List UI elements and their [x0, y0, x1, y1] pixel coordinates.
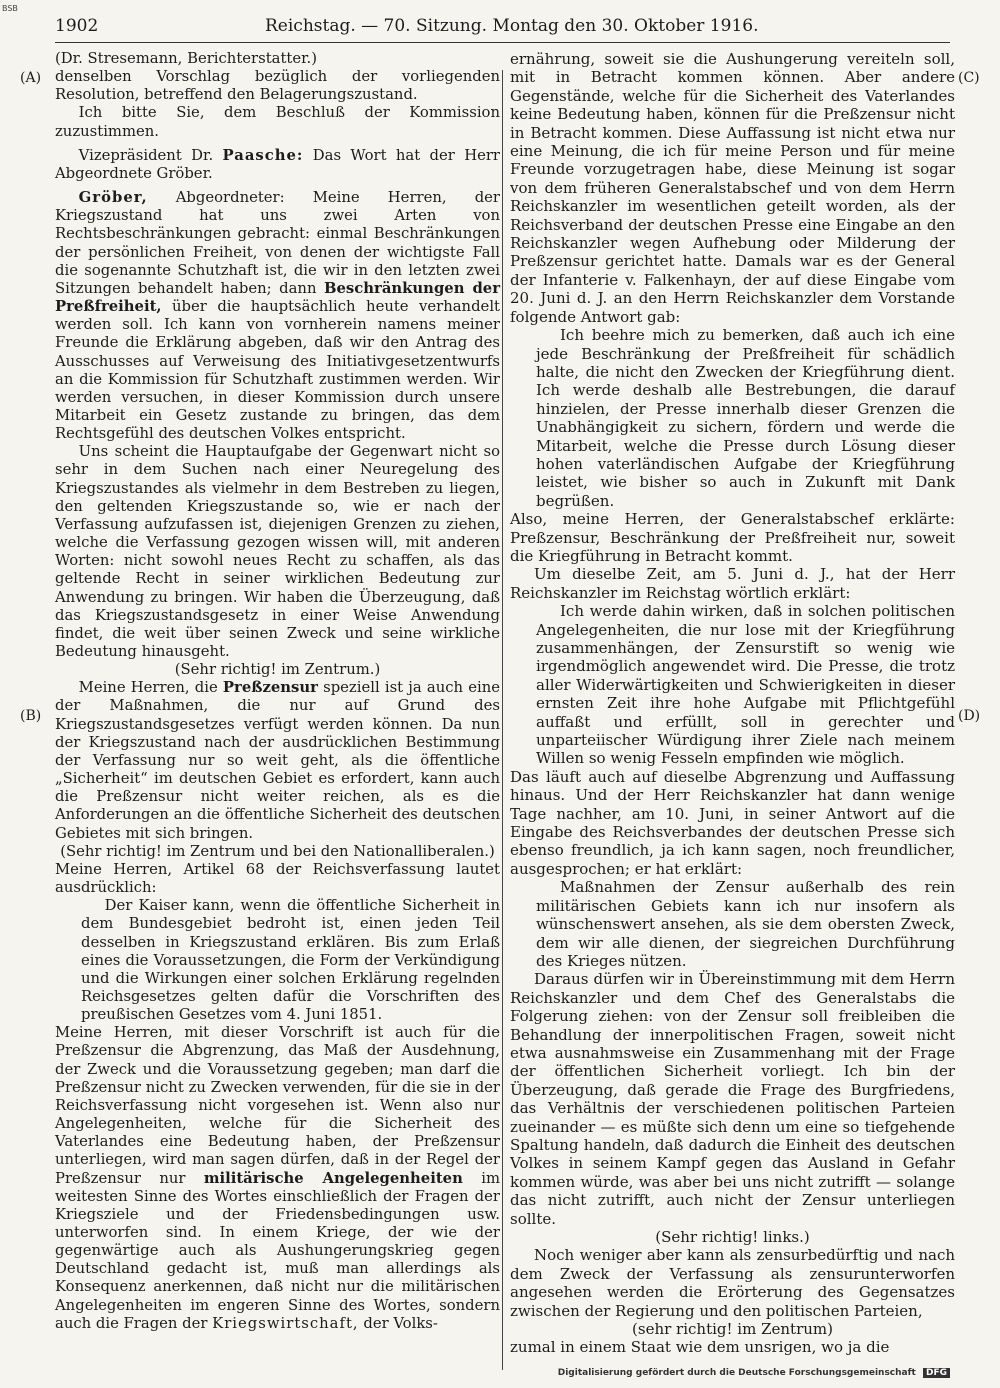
paragraph: Ich bitte Sie, dem Beschluß der Kommission zuzustimmen. — [55, 104, 500, 140]
library-mark: BSB — [2, 4, 18, 13]
spaced-emphasis: Kriegswirtschaft, — [212, 1314, 359, 1332]
page-number: 1902 — [55, 16, 99, 36]
paragraph — [55, 1024, 500, 1333]
paragraph: Meine Herren, Artikel 68 der Reichsverfassung lautet ausdrücklich: — [55, 860, 500, 897]
paragraph: ernährung, soweit sie die Aushungerung vereiteln soll, mit in Betracht kommen können. Aber andere Gegenstände, welche für die Sicherheit des Vaterlandes keine Bedeutung haben, können für die Preßzensur nicht in Betracht kommen. Diese Auffassung ist nicht etwa nur eine Meinung, die ich für meine Person und für meine Freunde vorzugetragen habe, diese Meinung ist sogar von dem früheren Generalstabschef und von dem Herrn Reichskanzler im wesentlichen geteilt worden, als der Reichsverband der deutschen Presse eine Eingabe an den Reichskanzler wegen Aufhebung oder Milderung der Preßzensur gerichtet hatte. Damals war es der General der Infanterie v. Falkenhayn, der auf diese Eingabe vom 20. Juni d. J. an den Herrn Reichskanzler dem Vorstande folgende Antwort gab: — [510, 50, 955, 326]
margin-marker-c: (C) — [958, 70, 980, 86]
left-column — [55, 50, 500, 1333]
paragraph-text: Abgeordneter: Meine Herren, der Kriegszustand hat uns zwei Arten von Rechtsbeschränkungen gebracht: einmal Beschränkungen der persönlichen Freiheit, von denen der wichtigste Fall die sogenannte Schutzhaft ist, die wir in den letzten zwei Sitzungen behandelt haben; dann — [55, 189, 500, 297]
block-quote: Maßnahmen der Zensur außerhalb des rein militärischen Gebiets kann ich nur insofern als wünschenswert ansehen, als sie dem obersten Zweck, dem wir alle dienen, der siegreichen Durchführung des Krieges nützen. — [536, 878, 955, 970]
emphasis: militärische Angelegenheiten — [203, 1169, 463, 1187]
paragraph — [55, 679, 500, 842]
funding-note: Digitalisierung gefördert durch die Deutsche Forschungsgemeinschaft — [557, 1368, 916, 1378]
digitization-footer — [558, 1368, 950, 1378]
interjection: (Sehr richtig! im Zentrum und bei den Nationalliberalen.) — [60, 842, 495, 860]
interjection: (Sehr richtig! links.) — [655, 1228, 810, 1246]
paragraph: zumal in einem Staat wie dem unsrigen, wo ja die — [510, 1338, 890, 1357]
speaker-paragraph — [55, 147, 500, 183]
paragraph-text: im weitesten Sinne des Wortes einschließlich der Fragen der Kriegsziele und der Friedensbedingungen usw. unterworfen sind. In einem Kriege, der wie der gegenwärtige auch als Aushungerungskrieg gegen Deutschland gedacht ist, muß man allerdings als Konsequenz anerkennen, daß nicht nur die militärischen Angelegenheiten im engeren Sinne des Wortes, sondern auch die Fragen der — [55, 1169, 500, 1332]
paragraph: denselben Vorschlag bezüglich der vorliegenden Resolution, betreffend den Belagerungszustand. — [55, 68, 500, 104]
speaker-paragraph — [55, 189, 500, 443]
column-divider — [502, 70, 503, 1370]
right-column — [510, 50, 955, 1357]
paragraph-text: über die hauptsächlich heute verhandelt werden soll. Ich kann von vornherein namens meiner Freunde die Erklärung abgeben, daß wir den Antrag des Ausschusses auf Verweisung des Initiativgesetzentwurfs an die Kommission für Schutzhaft zustimmen werden. Wir werden versuchen, in dieser Kommission durch unsere Mitarbeit ein Gesetz zustande zu bringen, das dem Rechtsgefühl des deutschen Volkes entspricht. — [55, 298, 500, 443]
paragraph: Das läuft auch auf dieselbe Abgrenzung und Auffassung hinaus. Und der Herr Reichskanzler hat dann wenige Tage nachher, am 10. Juni, in seiner Antwort auf die Eingabe des Reichsverbandes der deutschen Presse sich ebenso freundlich, ja ich kann sagen, noch freundlicher, ausgesprochen; er hat erklärt: — [510, 767, 955, 878]
paragraph-text: Das Wort hat der Herr Abgeordnete Gröber. — [55, 146, 501, 182]
paragraph-text: Meine Herren, mit dieser Vorschrift ist auch für die Preßzensur die Abgrenzung, das Maß der Ausdehnung, der Zweck und die Voraussetzung gegeben; man darf die Preßzensur nicht zu Zwecken verwenden, für die sie in der Reichsverfassung nicht vorgesehen ist. Wenn also nur Angelegenheiten, welche für die Sicherheit des Vaterlandes eine Bedeutung haben, der Preßzensur unterliegen, wird man sagen dürfen, daß in der Regel der Preßzensur nur — [55, 1024, 500, 1187]
emphasis: Preßzensur — [222, 679, 318, 697]
block-quote: Der Kaiser kann, wenn die öffentliche Sicherheit in dem Bundesgebiet bedroht ist, einen jeden Teil desselben in Kriegszustand erklären. Bis zum Erlaß eines die Voraussetzungen, die Form der Verkündigung und die Wirkungen einer solchen Erklärung regelnden Reichsgesetzes gelten dafür die Vorschriften des preußischen Gesetzes vom 4. Juni 1851. — [81, 897, 500, 1024]
paragraph: Also, meine Herren, der Generalstabschef erklärte: Preßzensur, Beschränkung der Preßfreiheit nur, soweit die Kriegführung in Betracht kommt. — [510, 510, 955, 565]
header-rule — [55, 42, 950, 43]
margin-marker-b: (B) — [20, 708, 42, 724]
paragraph: Daraus dürfen wir in Übereinstimmung mit dem Herrn Reichskanzler und dem Chef des Generalstabs die Folgerung ziehen: von der Zensur soll freibleiben die Behandlung der innerpolitischen Fragen, soweit nicht etwa ausnahmsweise ein Zusammenhang mit der Frage der öffentlichen Sicherheit vorliegt. Ich bin der Überzeugung, daß gerade die Frage des Burgfriedens, das Verhältnis der verschiedenen politischen Parteien zueinander — es müßte sich denn um eine so tiefgehende Spaltung handeln, daß dadurch die Einheit des deutschen Volkes in seinem Kampf gegen das Ausland in Gefahr kommen würde, was aber bei uns nicht zutrifft — solange das nicht zutrifft, auch nicht der Zensur unterliegen sollte. — [510, 970, 955, 1228]
speaker-name: Paasche: — [222, 146, 304, 164]
paragraph: Noch weniger aber kann als zensurbedürftig und nach dem Zweck der Verfassung als zensurunterworfen angesehen werden die Erörterung des Gegensatzes zwischen der Regierung und den politischen Parteien, — [510, 1246, 955, 1320]
margin-marker-a: (A) — [20, 70, 42, 86]
page-header — [55, 10, 950, 40]
paragraph: Um dieselbe Zeit, am 5. Juni d. J., hat der Herr Reichskanzler im Reichstag wörtlich erklärt: — [510, 565, 955, 602]
speaker-name: Gröber, — [78, 189, 148, 207]
paragraph-text: speziell ist ja auch eine der Maßnahmen, die nur auf Grund des Kriegszustandsgesetzes verfügt werden können. Da nun der Kriegszustand nach der ausdrücklichen Bestimmung der Verfassung nur so weit geht, als die öffentliche „Sicherheit“ im deutschen Gebiet es erfordert, kann auch die Preßzensur nicht weiter reichen, als es die Anforderungen an die öffentliche Sicherheit des deutschen Gebietes mit sich bringen. — [55, 679, 501, 842]
interjection: (sehr richtig! im Zentrum) — [632, 1320, 833, 1339]
emphasis: Beschränkungen der Preßfreiheit, — [55, 279, 500, 316]
interjection: (Sehr richtig! im Zentrum.) — [174, 661, 381, 679]
dfg-logo: DFG — [923, 1368, 950, 1378]
paragraph-text: Meine Herren, die — [78, 679, 223, 697]
speaker-role: Vizepräsident Dr. — [78, 146, 223, 164]
paragraph: Uns scheint die Hauptaufgabe der Gegenwart nicht so sehr in dem Suchen nach einer Neuregelung des Kriegszustandes als vielmehr in dem Bestreben zu liegen, den geltenden Kriegszustande so, wie er nach der Verfassung aufzufassen ist, diejenigen Grenzen zu ziehen, welche die Verfassung gezogen wissen will, mit anderen Worten: nicht sowohl neues Recht zu schaffen, als das geltende Recht in seiner wirklichen Bedeutung zur Anwendung zu bringen. Wir haben die Überzeugung, daß das Kriegszustandsgesetz in einer Weise Anwendung findet, die weit über seinen Zweck und seine wirkliche Bedeutung hinausgeht. — [55, 443, 500, 660]
block-quote: Ich beehre mich zu bemerken, daß auch ich eine jede Beschränkung der Preßfreiheit für schädlich halte, die nicht den Zwecken der Kriegführung dient. Ich werde deshalb alle Bestrebungen, die darauf hinzielen, der Presse innerhalb dieser Grenzen die Unabhängigkeit zu sichern, fördern und werde die Mitarbeit, welche die Presse durch Lösung dieser hohen vaterländischen Aufgabe der Kriegführung leistet, wie bisher so auch in Zukunft mit Dank begrüßen. — [536, 326, 955, 510]
margin-marker-d: (D) — [958, 708, 981, 724]
block-quote: Ich werde dahin wirken, daß in solchen politischen Angelegenheiten, die nur lose mit der Kriegführung zusammenhängen, der Zensurstift so wenig wie irgendmöglich angewendet wird. Die Presse, die trotz aller Widerwärtigkeiten und Schwierigkeiten in dieser ernsten Zeit ihre hohe Aufgabe mit Pflichtgefühl auffaßt und erfüllt, soll in gerechter und unparteiischer Würdigung ihrer Ziele nach meinem Willen so wenig Fesseln empfinden wie möglich. — [536, 602, 955, 768]
paragraph-text: der Volks- — [358, 1314, 438, 1332]
running-title: Reichstag. — 70. Sitzung. Montag den 30. Oktober 1916. — [265, 16, 759, 36]
speaker-note: (Dr. Stresemann, Berichterstatter.) — [55, 50, 318, 67]
